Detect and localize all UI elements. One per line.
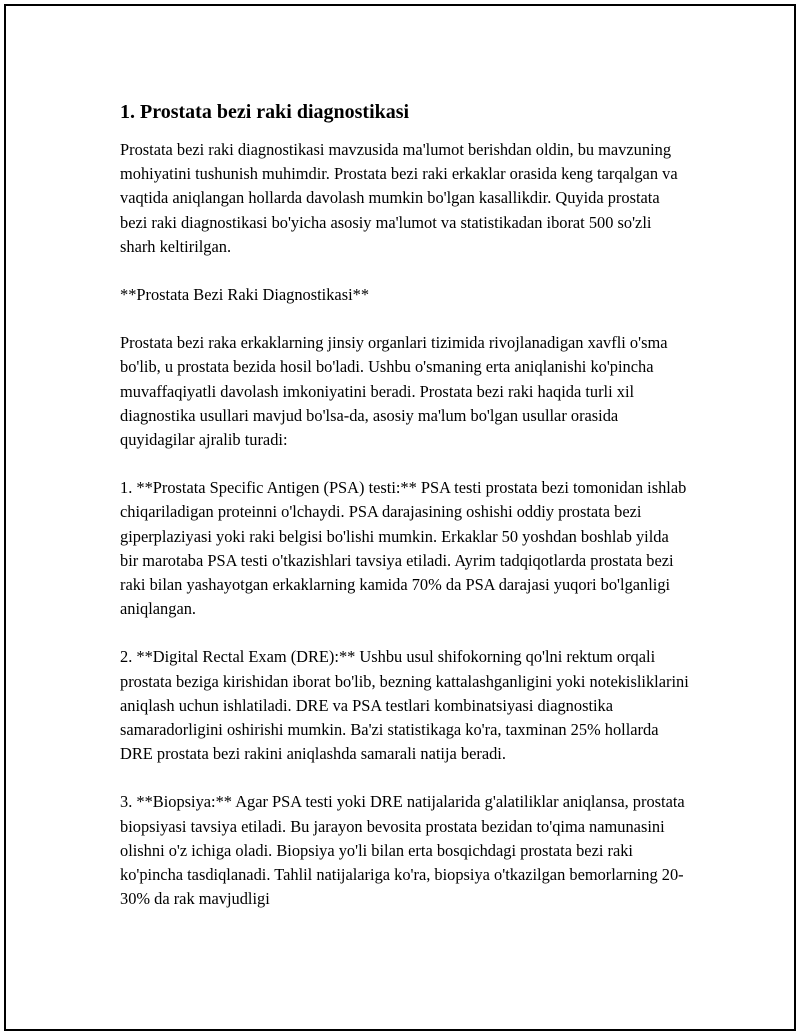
paragraph-intro: Prostata bezi raki diagnostikasi mavzusida ma'lumot berishdan oldin, bu mavzuning mohiyatini tushunish muhimdir. Prostata bezi raki erkaklar orasida keng tarqalgan va vaqtida aniqlangan hollarda davolash mumkin bo'lgan kasallikdir. Quyida prostata bezi raki diagnostikasi bo'yicha asosiy ma'lumot va statistikadan iborat 500 so'zli sharh keltirilgan. <box>120 140 678 256</box>
document-page <box>4 4 796 1031</box>
paragraph-subheading: **Prostata Bezi Raki Diagnostikasi** <box>120 285 370 305</box>
paragraph-psa-test: 1. **Prostata Specific Antigen (PSA) testi:** PSA testi prostata bezi tomonidan ishlab chiqariladigan proteinni o'lchaydi. PSA darajasining oshishi oddiy prostata bezi giperplaziyasi yoki raki belgisi bo'lishi mumkin. Erkaklar 50 yoshdan boshlab yilda bir marotaba PSA testi o'tkazishlari tavsiya etiladi. Ayrim tadqiqotlarda prostata bezi raki bilan yashayotgan erkaklarning kamida 70% da PSA darajasi yuqori bo'lganligi aniqlangan. <box>120 478 687 619</box>
document-title: 1. Prostata bezi raki diagnostikasi <box>120 101 410 123</box>
document-content <box>120 98 690 935</box>
paragraph-overview: Prostata bezi raka erkaklarning jinsiy organlari tizimida rivojlanadigan xavfli o'sma bo'lib, u prostata bezida hosil bo'ladi. Ushbu o'smaning erta aniqlanishi ko'pincha muvaffaqiyatli davolash imkoniyatini beradi. Prostata bezi raki haqida turli xil diagnostika usullari mavjud bo'lsa-da, asosiy ma'lum bo'lgan usullar orasida quyidagilar ajralib turadi: <box>120 333 668 450</box>
paragraph-dre: 2. **Digital Rectal Exam (DRE):** Ushbu usul shifokorning qo'lni rektum orqali prostata beziga kirishidan iborat bo'lib, bezning kattalashganligini yoki notekisliklarini aniqlash uchun ishlatiladi. DRE va PSA testlari kombinatsiyasi diagnostika samaradorligini oshirishi mumkin. Ba'zi statistikaga ko'ra, taxminan 25% hollarda DRE prostata bezi rakini aniqlashda samarali natija beradi. <box>120 647 689 764</box>
paragraph-biopsy: 3. **Biopsiya:** Agar PSA testi yoki DRE natijalarida g'alatiliklar aniqlansa, prostata biopsiyasi tavsiya etiladi. Bu jarayon bevosita prostata bezidan to'qima namunasini olishni o'z ichiga oladi. Biopsiya yo'li bilan erta bosqichdagi prostata bezi raki ko'pincha tasdiqlanadi. Tahlil natijalariga ko'ra, biopsiya o'tkazilgan bemorlarning 20-30% da rak mavjudligi <box>120 792 685 909</box>
